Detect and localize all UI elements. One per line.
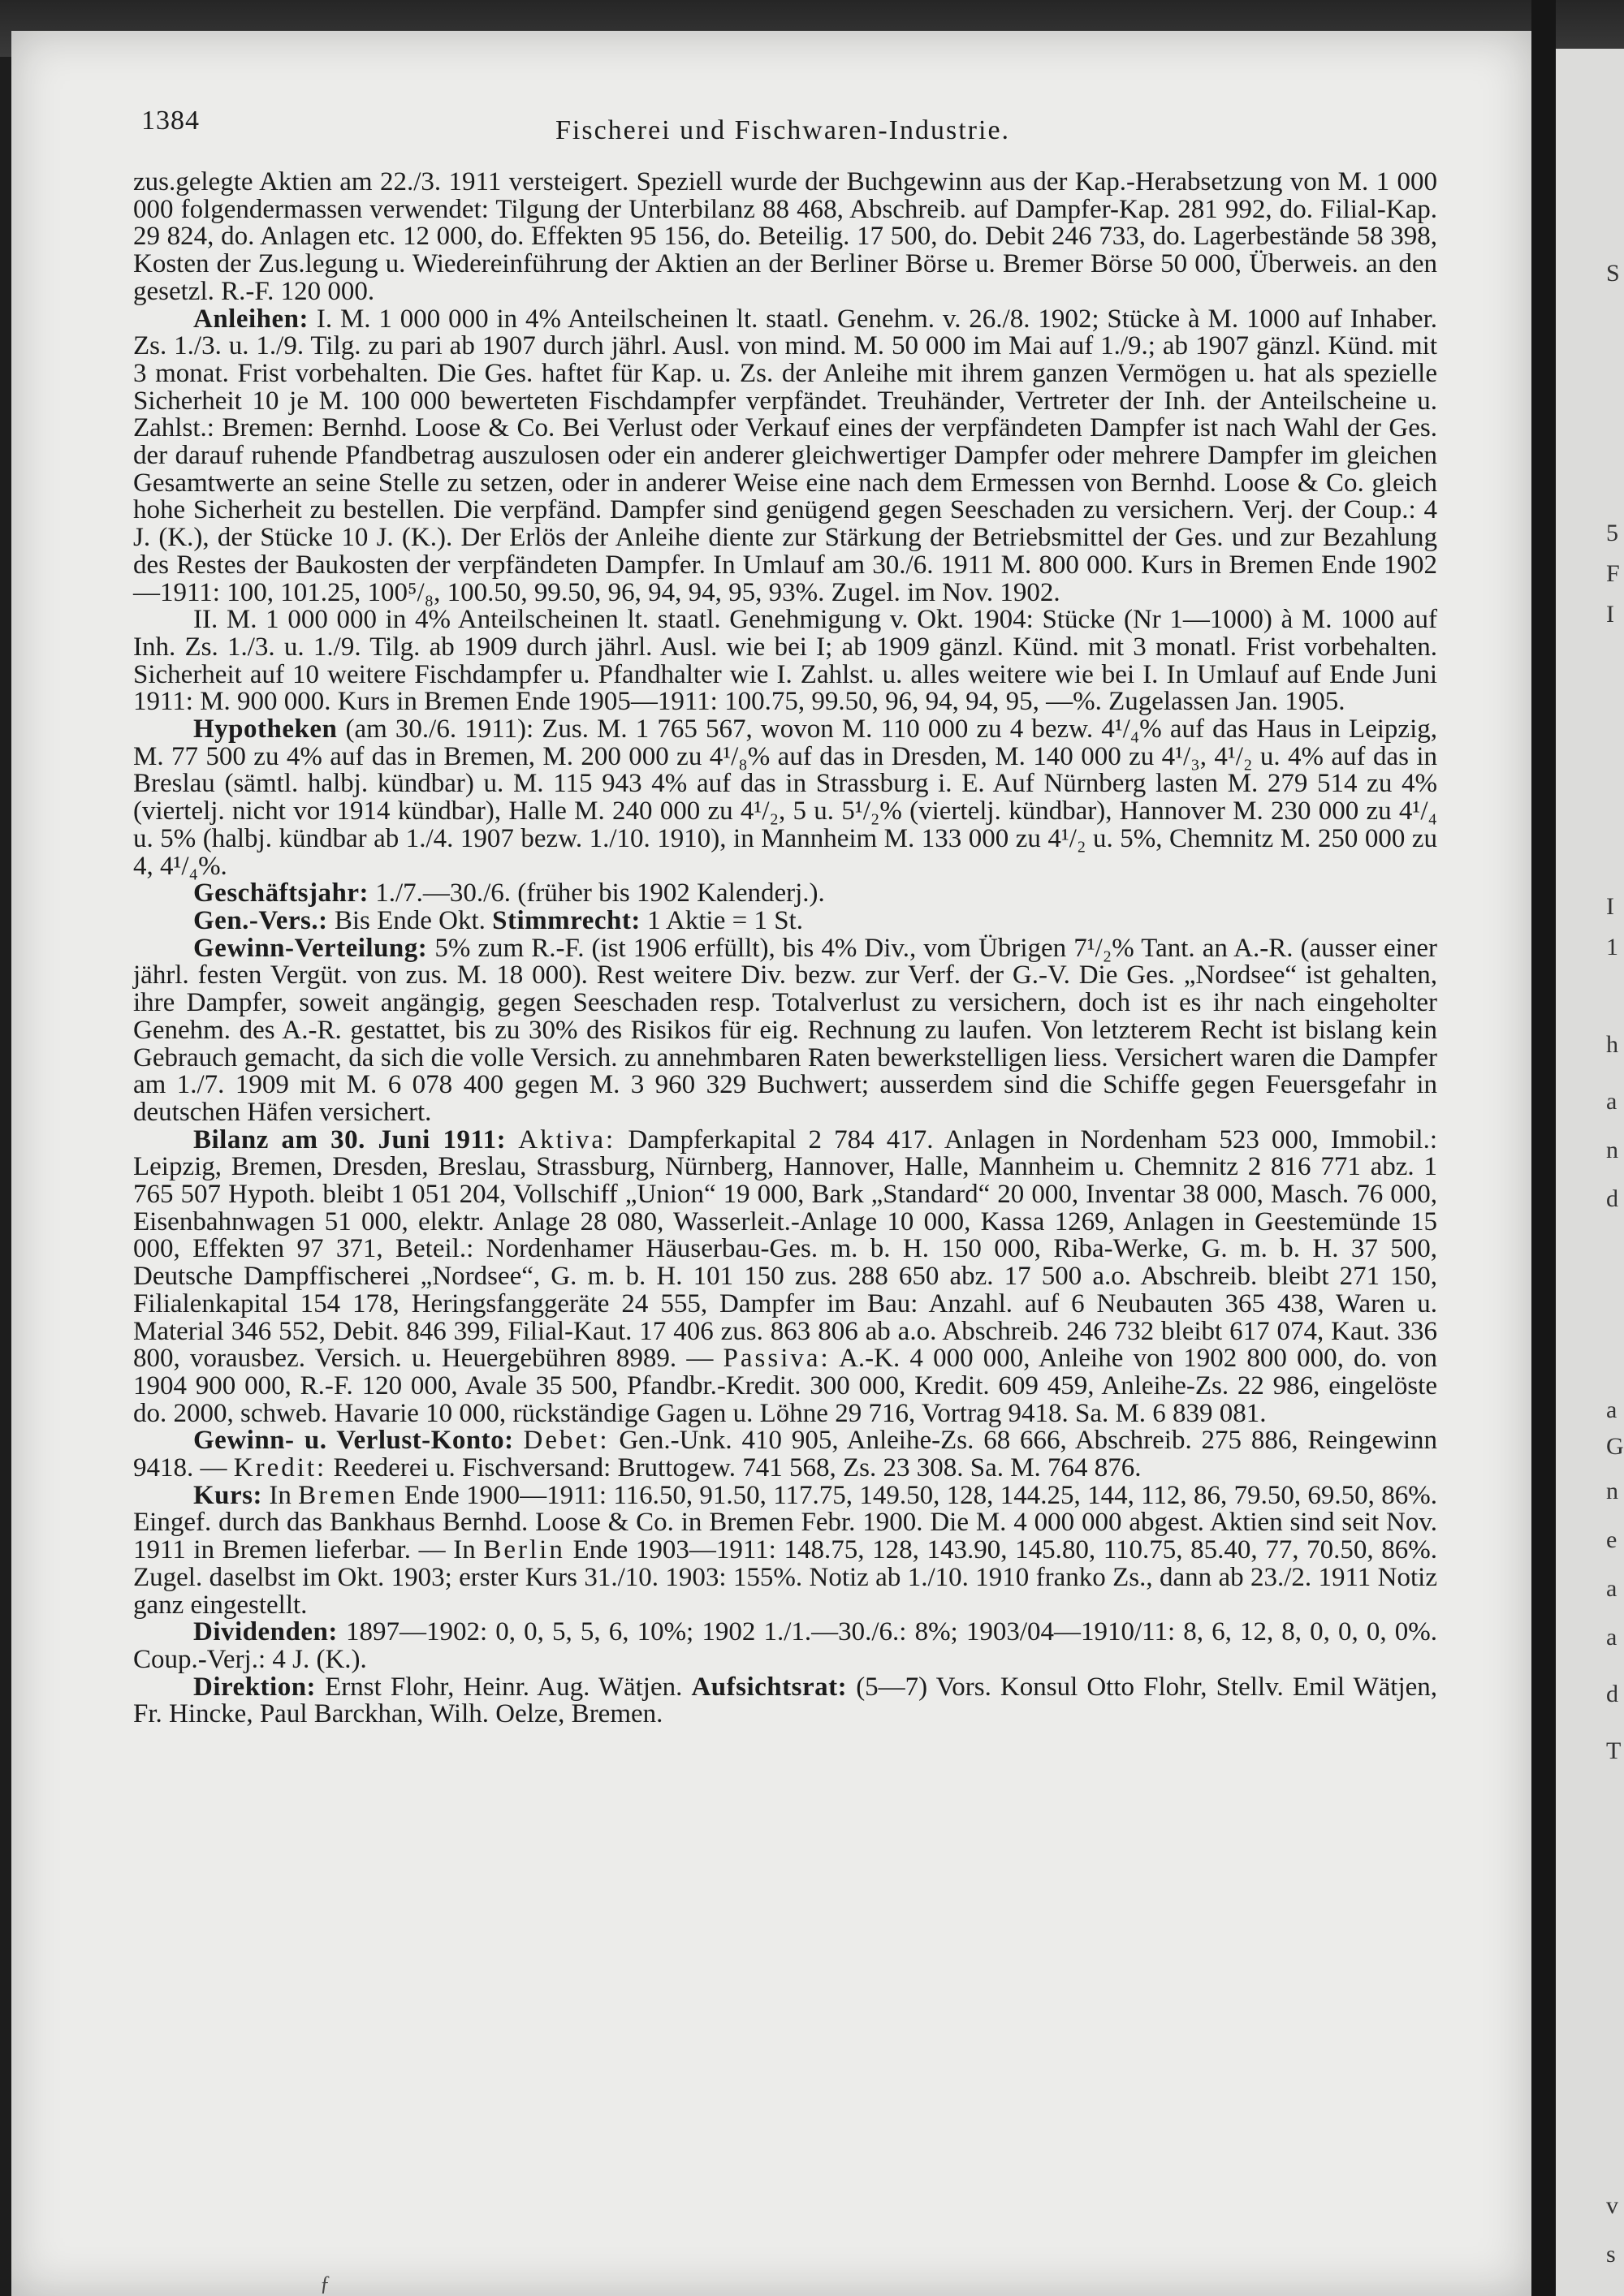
section-heading: Hypotheken — [193, 714, 338, 744]
adjacent-page-fragment: d — [1606, 1185, 1618, 1212]
section-heading: Geschäftsjahr: — [193, 878, 369, 908]
section-heading: Gewinn-Verteilung: — [193, 933, 428, 963]
paragraph-text: In — [262, 1480, 299, 1510]
paragraph-text: 5% zum R.-F. (ist 1906 erfüllt), bis 4% Div., vom Übrigen 7¹/₂% Tant. an A.-R. (ausser einer jährl. festen Vergüt. von zus. M. 18 000). Rest weitere Div. bezw. zur Verf. der G.-V. Die Ges. „Nordsee“ ist gehalten, ihre Dampfer, soweit angängig, gegen Seeschaden resp. Totalverlust zu versichern, doch ist es ihr nach eingeholter Genehm. des A.-R. gestattet, bis zu 30% des Risikos für eig. Rechnung zu laufen. Von letzterem Recht ist bislang kein Gebrauch gemacht, da sich die volle Versich. zu annehmbaren Raten bewerkstelligen liess. Versichert waren die Dampfer am 1./7. 1909 mit M. 6 078 400 gegen M. 3 960 329 Buchwert; ausserdem sind die Schiffe gegen Feuersgefahr in deutschen Häfen versichert. — [133, 933, 1437, 1127]
adjacent-page-fragment: I — [1606, 893, 1614, 920]
section-heading: Bilanz am 30. Juni 1911: — [193, 1124, 507, 1154]
document-body — [133, 169, 1437, 1728]
spaced-label: Debet: — [523, 1426, 610, 1456]
paragraph-text: zus.gelegte Aktien am 22./3. 1911 versteigert. Speziell wurde der Buchgewinn aus der Kap.-Herabsetzung von M. 1 000 000 folgendermassen verwendet: Tilgung der Unterbilanz 88 468, Abschreib. auf Dampfer-Kap. 281 992, do. Filial-Kap. 29 824, do. Anlagen etc. 12 000, do. Effekten 95 156, do. Beteilig. 17 500, do. Debit 246 733, do. Lagerbestände 58 398, Kosten der Zus.legung u. Wiedereinführung der Aktien an der Berliner Börse u. Bremer Börse 50 000, Überweis. an den gesetzl. R.-F. 120 000. — [133, 167, 1437, 306]
paragraph-p7 — [133, 1124, 1437, 1428]
adjacent-page-fragment: a — [1606, 1575, 1618, 1602]
paragraph-p2 — [133, 606, 1437, 716]
section-heading: Gen.-Vers.: — [193, 905, 328, 935]
adjacent-page-fragment: 1 — [1606, 934, 1618, 960]
paragraph-text — [514, 1426, 524, 1455]
paragraph-text: (am 30./6. 1911): Zus. M. 1 765 567, wovon M. 110 000 zu 4 bezw. 4¹/₄% auf das Haus in Leipzig, M. 77 500 zu 4% auf das in Bremen, M. 200 000 zu 4¹/₈% auf das in Dresden, M. 140 000 zu 4¹/₃, 4¹/₂ u. 4% auf das in Breslau (sämtl. halbj. kündbar) u. M. 115 943 4% auf das in Strassburg i. E. Auf Nürnberg lasten M. 279 514 zu 4% (viertelj. nicht vor 1914 kündbar), Halle M. 240 000 zu 4¹/₂, 5 u. 5¹/₂% (viertelj. kündbar), Hannover M. 230 000 zu 4¹/₄ u. 5% (halbj. kündbar ab 1./4. 1907 bezw. 1./10. 1910), in Mannheim M. 133 000 zu 4¹/₂ u. 5%, Chemnitz M. 250 000 zu 4, 4¹/₄%. — [133, 714, 1437, 881]
running-title: Fischerei und Fischwaren-Industrie. — [555, 115, 1011, 145]
paragraph-p6 — [133, 935, 1437, 1127]
adjacent-page-fragment: 5 — [1606, 520, 1618, 546]
paragraph-p5 — [133, 905, 1437, 935]
paragraph-text: Ernst Flohr, Heinr. Aug. Wätjen. — [316, 1672, 692, 1702]
adjacent-page-fragment: a — [1606, 1396, 1618, 1423]
adjacent-page-fragment: F — [1606, 560, 1620, 587]
page-number: 1384 — [141, 106, 200, 136]
paragraph-text — [506, 1125, 518, 1154]
paragraph-text: 1 Aktie = 1 St. — [640, 905, 803, 935]
adjacent-page-fragment: v — [1606, 2192, 1618, 2219]
ink-mark: ƒ — [320, 2272, 330, 2295]
adjacent-page-fragment: G — [1606, 1433, 1624, 1460]
paragraph-p0 — [133, 169, 1437, 306]
adjacent-page-fragment: n — [1606, 1137, 1618, 1163]
page-header — [141, 70, 1499, 145]
spaced-label: Passiva: — [723, 1344, 831, 1374]
adjacent-page-edge — [1556, 49, 1624, 2296]
paragraph-text: Ende 1900—1911: 116.50, 91.50, 117.75, 149.50, 128, 144.25, 144, 112, 86, 79.50, 69.50, 86%. Eingef. durch das Bankhaus Bernhd. Loose & Co. in Bremen Febr. 1900. Die M. 4 000 000 abgest. Aktien sind seit Nov. 1911 in Bremen lieferbar. — In — [133, 1480, 1437, 1565]
paragraph-p11 — [133, 1674, 1437, 1728]
paragraph-p8 — [133, 1427, 1437, 1482]
paragraph-text: (5—7) Vors. Konsul Otto Flohr, Stellv. Emil Wätjen, Fr. Hincke, Paul Barckhan, Wilh. Oelze, Bremen. — [133, 1672, 1438, 1729]
adjacent-page-fragment: T — [1606, 1737, 1622, 1764]
spaced-label: Berlin — [483, 1535, 565, 1565]
paragraph-text: 1897—1902: 0, 0, 5, 5, 6, 10%; 1902 1./1.—30./6.: 8%; 1903/04—1910/11: 8, 6, 12, 8, 0, 0, 0, 0%. Coup.-Verj.: 4 J. (K.). — [133, 1617, 1437, 1674]
paragraph-text: Bis Ende Okt. — [327, 905, 493, 935]
adjacent-page-fragment: S — [1606, 260, 1620, 287]
spaced-label: Bremen — [298, 1480, 398, 1510]
adjacent-page-fragment: a — [1606, 1624, 1618, 1651]
adjacent-page-fragment: I — [1606, 601, 1614, 628]
book-gutter — [1531, 0, 1556, 2296]
paragraph-text: II. M. 1 000 000 in 4% Anteilscheinen lt. staatl. Genehmigung v. Okt. 1904: Stücke (Nr 1—1000) à M. 1000 auf Inh. Zs. 1./3. u. 1./9. Tilg. ab 1909 durch jährl. Ausl. wie bei I; ab 1909 gänzl. Künd. mit 3 monatl. Frist vorbehalten. Sicherheit auf 10 weitere Fischdampfer u. Pfandhalter wie I. Zahlst. u. alles weitere wie bei I. In Umlauf auf Ende Juni 1911: M. 900 000. Kurs in Bremen Ende 1905—1911: 100.75, 99.50, 96, 94, 94, 95, —%. Zugelassen Jan. 1905. — [133, 605, 1437, 717]
section-heading: Direktion: — [193, 1672, 317, 1702]
spaced-label: Aktiva: — [518, 1124, 616, 1154]
section-heading: Dividenden: — [193, 1617, 338, 1647]
adjacent-page-fragment: s — [1606, 2241, 1616, 2268]
adjacent-page-fragment: d — [1606, 1681, 1618, 1707]
section-heading: Gewinn- u. Verlust-Konto: — [193, 1426, 514, 1456]
document-page — [11, 31, 1531, 2296]
spaced-label: Kredit: — [233, 1453, 327, 1483]
paragraph-p9 — [133, 1482, 1437, 1620]
paragraph-text: 1./7.—30./6. (früher bis 1902 Kalenderj.). — [368, 878, 825, 908]
section-heading: Stimmrecht: — [492, 905, 641, 935]
paragraph-text: Dampferkapital 2 784 417. Anlagen in Nordenham 523 000, Immobil.: Leipzig, Bremen, Dresden, Breslau, Strassburg, Nürnberg, Hannover, Halle, Mannheim u. Chemnitz 2 816 771 abz. 1 765 507 Hypoth. bleibt 1 051 204, Vollschiff „Union“ 19 000, Bark „Standard“ 20 000, Inventar 38 000, Masch. 76 000, Eisenbahnwagen 51 000, elektr. Anlage 28 080, Wasserleit.-Anlage 10 000, Kassa 1269, Anlagen in Geestemünde 15 000, Effekten 97 371, Beteil.: Nordenhamer Häuserbau-Ges. m. b. H. 150 000, Riba-Werke, G. m. b. H. 37 500, Deutsche Dampffischerei „Nordsee“, G. m. b. H. 101 150 zus. 288 650 abz. 17 500 a.o. Abschreib. bleibt 271 150, Filialenkapital 154 178, Heringsfanggeräte 24 555, Dampfer im Bau: Anzahl. auf 6 Neubauten 365 438, Waren u. Material 346 552, Debit. 846 399, Filial-Kaut. 17 406 zus. 863 806 ab a.o. Abschreib. 246 732 bleibt 617 074, Kaut. 336 800, vorausbez. Versich. u. Heuergebühren 8989. — — [133, 1124, 1437, 1374]
section-heading: Anleihen: — [193, 304, 309, 334]
section-heading: Aufsichtsrat: — [691, 1672, 848, 1702]
paragraph-text: A.-K. 4 000 000, Anleihe von 1902 800 000, do. von 1904 900 000, R.-F. 120 000, Avale 35 500, Pfandbr.-Kredit. 300 000, Kredit. 609 459, Anleihe-Zs. 22 986, eingelöste do. 2000, schweb. Havarie 10 000, rückständige Gagen u. Löhne 29 716, Vortrag 9418. Sa. M. 6 839 081. — [133, 1344, 1437, 1428]
paragraph-p4 — [133, 880, 1437, 908]
paragraph-text: I. M. 1 000 000 in 4% Anteilscheinen lt. staatl. Genehm. v. 26./8. 1902; Stücke à M. 1000 auf Inhaber. Zs. 1./3. u. 1./9. Tilg. zu pari ab 1907 durch jährl. Ausl. von mind. M. 50 000 im Mai auf 1./9.; ab 1907 gänzl. Künd. mit 3 monat. Frist vorbehalten. Die Ges. haftet für Kap. u. Zs. der Anleihe mit ihrem ganzen Vermögen u. hat als spezielle Sicherheit 10 je M. 100 000 bewerteten Fischdampfer verpfändet. Treuhänder, Vertreter der Inh. der Anteilscheine u. Zahlst.: Bremen: Bernhd. Loose & Co. Bei Verlust oder Verkauf eines der verpfändeten Dampfer ist nach Wahl der Ges. der darauf ruhende Pfandbetrag auszulosen oder ein anderer gleichwertiger Dampfer oder mehrere Dampfer im gleichen Gesamtwerte an seine Stelle zu setzen, oder in anderer Weise eine nach dem Ermessen von Bernhd. Loose & Co. gleich hohe Sicherheit zu bestellen. Die verpfänd. Dampfer sind genügend gegen Seeschaden zu versichern. Verj. der Coup.: 4 J. (K.), der Stücke 10 J. (K.). Der Erlös der Anleihe diente zur Stärkung der Betriebsmittel der Ges. und zur Bezahlung des Restes der Baukosten der verpfändeten Dampfer. In Umlauf am 30./6. 1911 M. 800 000. Kurs in Bremen Ende 1902—1911: 100, 101.25, 100⁵/₈, 100.50, 99.50, 96, 94, 94, 95, 93%. Zugel. im Nov. 1902. — [133, 304, 1437, 607]
adjacent-page-fragment: n — [1606, 1478, 1618, 1504]
paragraph-p1 — [133, 306, 1437, 607]
paragraph-text: Gen.-Unk. 410 905, Anleihe-Zs. 68 666, Abschreib. 275 886, Reingewinn 9418. — — [133, 1426, 1437, 1483]
paragraph-text: Ende 1903—1911: 148.75, 128, 143.90, 145.80, 110.75, 85.40, 77, 70.50, 86%. Zugel. daselbst im Okt. 1903; erster Kurs 31./10. 1903: 155%. Notiz ab 1./10. 1910 franko Zs., dann ab 23./2. 1911 Notiz ganz eingestellt. — [133, 1535, 1437, 1620]
adjacent-page-fragment: a — [1606, 1088, 1618, 1115]
paragraph-p3 — [133, 716, 1437, 880]
adjacent-page-fragment: h — [1606, 1031, 1618, 1058]
paragraph-text: Reederei u. Fischversand: Bruttogew. 741 568, Zs. 23 308. Sa. M. 764 876. — [326, 1453, 1142, 1483]
section-heading: Kurs: — [193, 1480, 262, 1510]
adjacent-page-fragment: e — [1606, 1526, 1618, 1553]
paragraph-p10 — [133, 1619, 1437, 1673]
